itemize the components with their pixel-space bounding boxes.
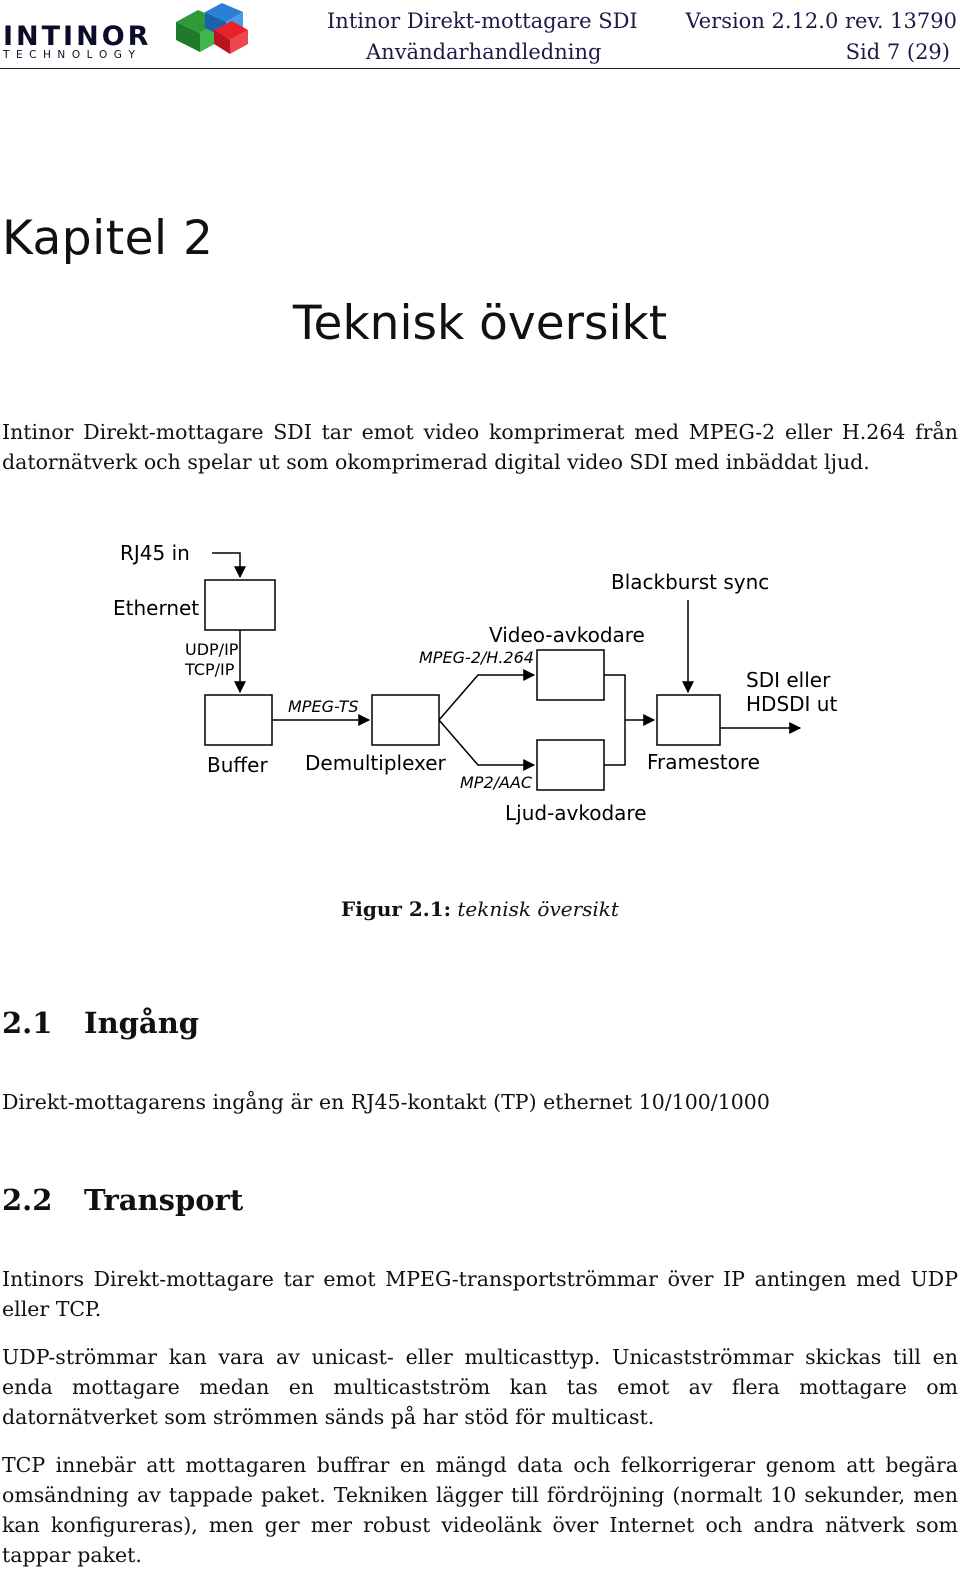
section-number: 2.2: [2, 1183, 53, 1217]
label-ethernet: Ethernet: [113, 596, 200, 620]
section-paragraph: Direkt-mottagarens ingång är en RJ45-kontakt (TP) ethernet 10/100/1000: [2, 1090, 770, 1114]
figure-caption-label: Figur 2.1:: [341, 897, 452, 921]
label-mpeg-ts: MPEG-TS: [288, 697, 359, 716]
logo-wordmark: INTINOR: [3, 21, 152, 52]
header-version: Version 2.12.0 rev. 13790: [685, 9, 957, 33]
label-udp-ip: UDP/IP: [185, 640, 239, 659]
chapter-label: Kapitel 2: [2, 211, 214, 266]
chapter-title: Teknisk översikt: [292, 296, 668, 351]
section-heading-ingang: [2, 1006, 199, 1040]
label-hdsdi-ut: HDSDI ut: [746, 692, 838, 716]
intro-paragraph: Intinor Direkt-mottagare SDI tar emot video komprimerat med MPEG-2 eller H.264 från datornätverk och spelar ut som okomprimerad digital video SDI med inbäddat ljud.: [2, 420, 958, 474]
company-logo: [0, 0, 250, 62]
label-demultiplexer: Demultiplexer: [305, 751, 446, 775]
header-product: Intinor Direkt-mottagare SDI: [327, 9, 638, 33]
framestore-box: [657, 695, 720, 745]
label-buffer: Buffer: [207, 753, 268, 777]
label-tcp-ip: TCP/IP: [185, 660, 235, 679]
figure-caption: [0, 897, 960, 921]
block-diagram: [0, 520, 960, 840]
label-framestore: Framestore: [647, 750, 760, 774]
label-blackburst-sync: Blackburst sync: [611, 570, 770, 594]
logo-tagline: T E C H N O L O G Y: [3, 49, 137, 61]
label-video-decoder: Video-avkodare: [489, 623, 645, 647]
ethernet-box: [205, 580, 275, 630]
label-mp2-aac: MP2/AAC: [460, 773, 533, 792]
label-audio-decoder: Ljud-avkodare: [505, 801, 647, 825]
label-sdi-eller: SDI eller: [746, 668, 831, 692]
section-number: 2.1: [2, 1006, 53, 1040]
section-paragraph: UDP-strömmar kan vara av unicast- eller multicasttyp. Unicastströmmar skickas till en enda mottagare medan en multicastström kan tas emot av flera mottagare om datornätverket som strömmen sänds på har stöd för multicast.: [2, 1345, 958, 1429]
section-paragraph: Intinors Direkt-mottagare tar emot MPEG-transportströmmar över IP antingen med UDP eller TCP.: [2, 1267, 958, 1321]
header-page-number: Sid 7 (29): [845, 40, 950, 64]
buffer-box: [205, 695, 272, 745]
section-title: Ingång: [84, 1006, 200, 1040]
video-decoder-box: [537, 650, 604, 700]
logo-graphic: [0, 0, 250, 62]
header-doc-title: Användarhandledning: [366, 40, 602, 64]
header-rule: [0, 68, 960, 69]
label-mpeg2-h264: MPEG-2/H.264: [419, 648, 534, 667]
demultiplexer-box: [372, 695, 439, 745]
audio-decoder-box: [537, 740, 604, 790]
technical-overview-figure: [0, 520, 960, 840]
section-heading-transport: [2, 1183, 243, 1217]
figure-caption-text: teknisk översikt: [457, 897, 619, 921]
section-paragraph: TCP innebär att mottagaren buffrar en mängd data och felkorrigerar genom att begära omsändning av tappade paket. Tekniken lägger till fördröjning (normalt 10 sekunder, men kan konfigureras), men ger mer robust videolänk över Internet och andra nätverk som tappar paket.: [2, 1453, 958, 1567]
label-rj45-in: RJ45 in: [120, 541, 190, 565]
section-title: Transport: [84, 1183, 244, 1217]
